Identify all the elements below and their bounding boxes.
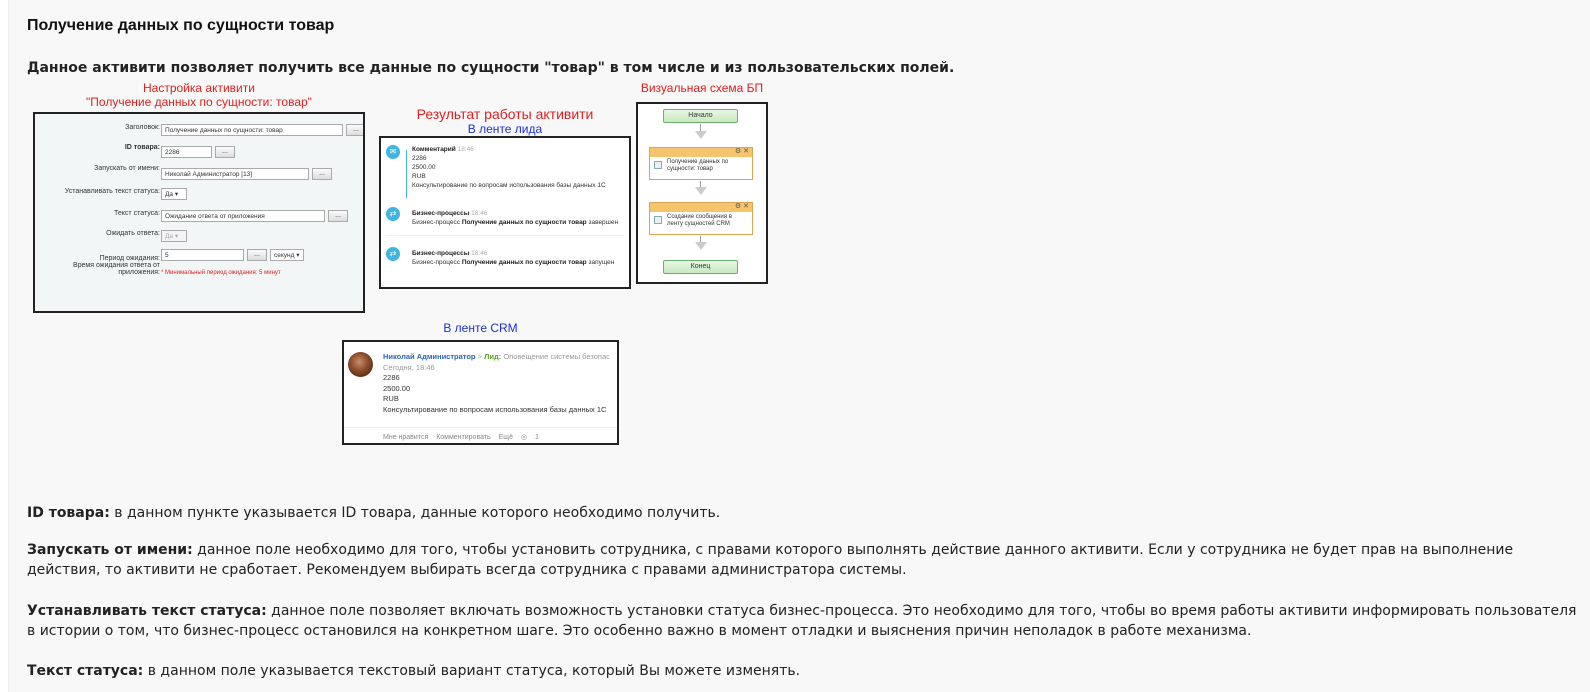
status-text-input[interactable]: Ожидание ответа от приложения [161, 210, 325, 222]
bp-activity-controls[interactable]: ⚙ ✕ [650, 203, 752, 212]
settings-form-screenshot [33, 112, 365, 313]
feed-item-text [412, 249, 614, 267]
period-browse-button[interactable]: ... [247, 249, 267, 261]
views-counter [521, 434, 545, 441]
crm-post [383, 352, 610, 415]
lead-feed-screenshot [379, 136, 631, 289]
bp-end-node[interactable]: Конец [663, 260, 738, 274]
page-subtitle: Данное активити позволяет получить все данные по сущности "товар" в том числе и из пользовательских полей. [27, 60, 955, 76]
heading-label: Заголовок: [125, 124, 160, 131]
content-area [8, 0, 1590, 692]
run-as-browse-button[interactable]: ... [312, 168, 332, 180]
id-input[interactable]: 2286 [161, 146, 212, 158]
bp-arrow-icon [695, 187, 707, 195]
more-link[interactable]: Ещё [498, 434, 513, 441]
feed-divider [386, 235, 624, 236]
crm-feed-screenshot [342, 340, 619, 445]
desc-term: Запускать от имени: [27, 542, 193, 558]
crm-divider [344, 427, 617, 428]
feed-author: Комментарий [412, 146, 456, 153]
crm-lead-title[interactable]: Оповещение системы безопас [503, 352, 610, 361]
crm-post-line: Консультирование по вопросам использования базы данных 1С [383, 404, 607, 414]
activity-icon [654, 216, 662, 224]
feed-line: Консультирование по вопросам использования базы данных 1С [412, 182, 606, 189]
activity-icon [654, 161, 662, 169]
feed-item-text [412, 209, 618, 227]
period-unit-value: секунд [274, 252, 295, 259]
feed-item-text [412, 145, 606, 190]
period-label [35, 255, 160, 276]
bp-arrow-icon [695, 242, 707, 250]
crm-lead-label: Лид: [484, 352, 502, 361]
settings-caption-line1: Настройка активити [143, 81, 255, 95]
desc-text: в данном пункте указывается ID товара, данные которого необходимо получить. [109, 505, 721, 521]
desc-term: ID товара: [27, 505, 110, 521]
feed-time: 18:46 [457, 146, 474, 153]
min-period-note: * Минимальный период ожидания: 5 минут [161, 270, 281, 276]
desc-term: Текст статуса: [27, 663, 144, 679]
feed-process-name: Получение данных по сущности товар [461, 259, 587, 266]
settings-caption-line2: "Получение данных по сущности: товар" [86, 95, 312, 109]
feed-suffix: завершен [588, 219, 619, 226]
run-as-input[interactable]: Николай Администратор [13] [161, 168, 309, 180]
crm-caption: В ленте CRM [443, 321, 518, 335]
chevron-down-icon: ▾ [296, 252, 300, 259]
views-count: 1 [534, 434, 539, 441]
crm-actions [383, 433, 551, 441]
chevron-down-icon: ▾ [174, 233, 179, 240]
chevron-down-icon: ▾ [174, 191, 179, 198]
bp-start-node[interactable]: Начало [663, 109, 738, 123]
wait-select[interactable] [161, 230, 187, 242]
feed-line: 2286 [412, 155, 427, 162]
desc-text: данное поле необходимо для того, чтобы установить сотрудника, с правами которого выполнять действие данного активити. Если у сотрудника не будет прав на выполнение действия, то активити не сработает. Рекомендуем выбирать всегда сотрудника с правами администратора системы. [27, 542, 1514, 578]
desc-term: Устанавливать текст статуса: [27, 603, 267, 619]
feed-item-bp-started [381, 244, 629, 278]
result-caption [379, 106, 631, 136]
chevron-right-icon: > [477, 352, 483, 361]
feed-process-name: Получение данных по сущности товар [461, 219, 587, 226]
comment-link[interactable]: Комментировать [436, 434, 491, 441]
scheme-caption: Визуальная схема БП [640, 81, 764, 95]
bp-activity-create-message[interactable] [649, 202, 753, 235]
status-text-browse-button[interactable]: ... [328, 210, 348, 222]
feed-prefix: Бизнес-процесс [412, 219, 461, 226]
avatar[interactable] [348, 352, 373, 377]
business-process-icon: ⇄ [386, 247, 400, 261]
crm-post-date: Сегодня, 18:46 [383, 362, 435, 372]
desc-set-status [27, 601, 1587, 641]
crm-post-author[interactable]: Николай Администратор [383, 352, 476, 361]
result-caption-line1: Результат работы активити [416, 106, 594, 122]
business-process-icon: ⇄ [386, 207, 400, 221]
bp-arrow-icon [695, 131, 707, 139]
feed-author: Бизнес-процессы [412, 210, 470, 217]
bp-activity-label: Получение данных по сущности: товар [667, 159, 729, 172]
desc-product-id [27, 503, 1587, 523]
set-status-select[interactable] [161, 188, 187, 200]
set-status-value: Да [165, 191, 174, 198]
id-label: ID товара: [124, 144, 160, 151]
period-input[interactable]: 5 [161, 249, 244, 261]
like-link[interactable]: Мне нравится [383, 434, 429, 441]
bp-activity-controls[interactable]: ⚙ ✕ [650, 148, 752, 157]
settings-caption [33, 81, 365, 109]
feed-author: Бизнес-процессы [412, 250, 470, 257]
feed-suffix: запущен [588, 259, 615, 266]
eye-icon: ◎ [520, 434, 528, 441]
feed-line: RUB [412, 173, 426, 180]
crm-post-line: RUB [383, 394, 399, 403]
id-browse-button[interactable]: ... [215, 146, 235, 158]
heading-browse-button[interactable]: ... [346, 124, 365, 136]
feed-item-bp-finished [381, 204, 629, 234]
bp-activity-body [650, 157, 752, 173]
crm-post-line: 2500.00 [383, 383, 411, 393]
status-text-label: Текст статуса: [114, 210, 160, 217]
heading-input[interactable]: Получение данных по сущности: товар [161, 124, 343, 136]
comment-icon: ✉ [386, 145, 400, 159]
period-label-line2: Время ожидания ответа от приложения: [72, 262, 160, 276]
bp-connector [700, 124, 701, 131]
desc-status-text [27, 661, 1587, 681]
result-caption-line2: В ленте лида [467, 122, 543, 136]
feed-time: 18:46 [471, 250, 488, 257]
feed-prefix: Бизнес-процесс [412, 259, 461, 266]
bp-activity-get-product[interactable] [649, 147, 753, 180]
feed-time: 18:46 [471, 210, 488, 217]
feed-line: 2500.00 [412, 164, 436, 171]
period-label-line1: Период ожидания: [99, 255, 160, 262]
bp-activity-body [650, 212, 752, 228]
bp-scheme-screenshot [636, 102, 768, 284]
wait-value: Да [165, 233, 174, 240]
crm-post-line: 2286 [383, 373, 400, 382]
feed-item-comment [381, 142, 629, 200]
wait-label: Ожидать ответа: [106, 230, 160, 237]
period-unit-select[interactable] [270, 249, 304, 261]
page-title: Получение данных по сущности товар [27, 17, 335, 34]
desc-run-as [27, 540, 1587, 580]
bp-activity-label: Создание сообщения в ленту сущностей CRM [667, 214, 732, 227]
desc-text: данное поле позволяет включать возможность установки статуса бизнес-процесса. Это необходимо для того, чтобы во время работы активити информировать пользователя в истории о том, что бизнес-процесс остановился на конкретном шаге. Это особенно важно в момент отладки и выяснения причин неполадок в работе механизма. [27, 603, 1577, 639]
run-as-label: Запускать от имени: [94, 165, 160, 172]
desc-text: в данном поле указывается текстовый вариант статуса, который Вы можете изменять. [143, 663, 801, 679]
set-status-label: Устанавливать текст статуса: [64, 188, 160, 195]
